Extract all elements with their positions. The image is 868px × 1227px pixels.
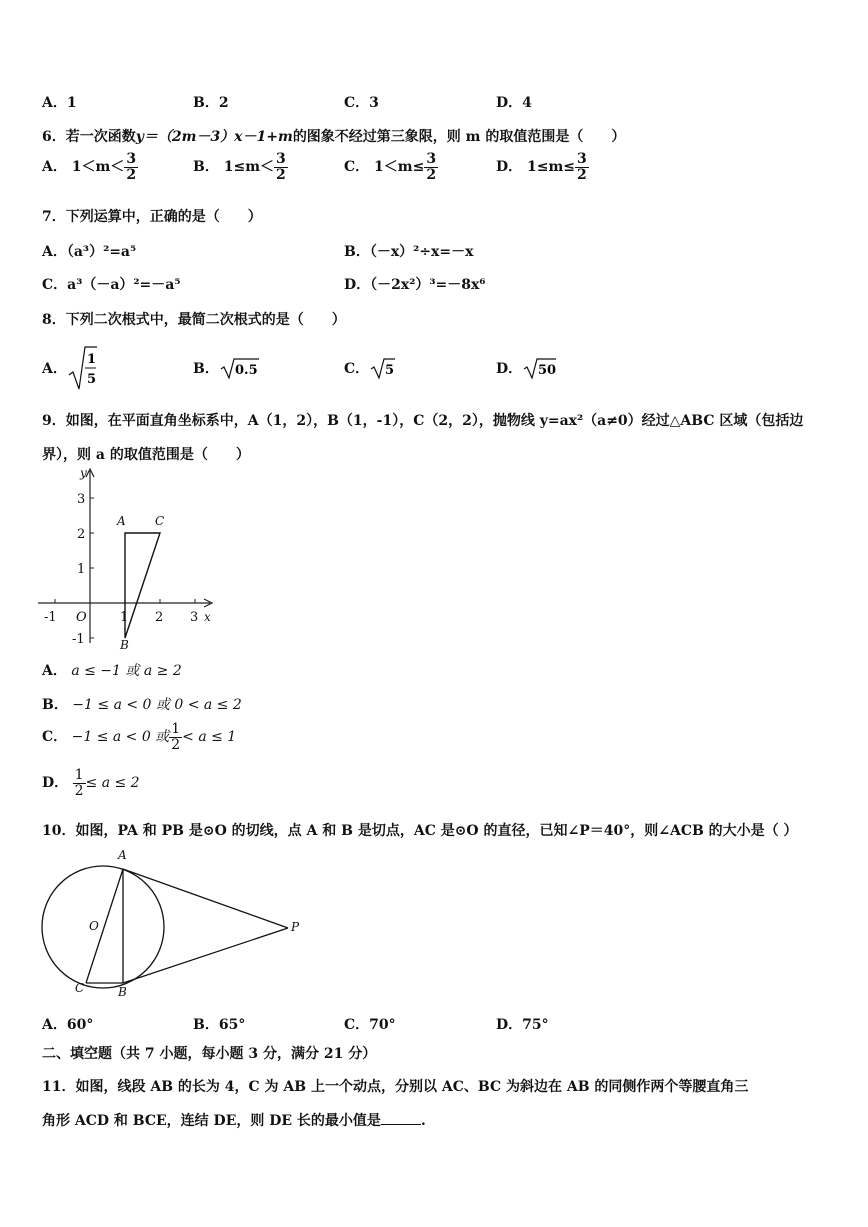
- q5-option-d: D．4: [496, 95, 532, 111]
- q7-option-b: B．（－x）²÷x=－x: [344, 244, 474, 260]
- x-tick-3: 3: [190, 610, 199, 625]
- q5-option-c: C．3: [344, 95, 379, 111]
- q6-stem: 6．若一次函数y＝（2m－3）x－1+m的图象不经过第三象限，则 m 的取值范围是（ ）: [42, 129, 626, 145]
- q9-option-a: A． a ≤ −1 或 a ≥ 2: [42, 663, 182, 679]
- q8-c-rad: 5: [385, 363, 395, 378]
- q9-option-c: C． −1 ≤ a < 0 或 $\frac{1}{2}$ < a ≤ 1: [42, 721, 237, 753]
- point-b-label: B: [120, 638, 129, 650]
- q6-option-d: D． 1≤m≤ $\frac{3}{2}$: [496, 151, 587, 183]
- circle-o: [42, 866, 164, 988]
- q10-option-b: B．65°: [193, 1017, 246, 1033]
- sqrt-frac-symbol: [67, 345, 99, 391]
- q10-option-a: A．60°: [42, 1017, 94, 1033]
- q7-option-c: C．a³（－a）²=－a⁵: [42, 277, 181, 293]
- point-a-label: A: [118, 848, 127, 862]
- q9-coordinate-graph: [38, 465, 218, 650]
- q7-option-a: A．（a³）²=a⁵: [42, 244, 137, 260]
- q6-option-c: C． 1＜m≤ $\frac{3}{2}$: [344, 151, 437, 183]
- sqrt-symbol: [369, 357, 397, 379]
- q6-option-b: B． 1≤m＜ $\frac{3}{2}$: [193, 151, 286, 183]
- q5-option-a: A．1: [42, 95, 77, 111]
- q11-stem-line1: 11．如图，线段 AB 的长为 4，C 为 AB 上一个动点，分别以 AC、BC 为斜边在 AB 的同侧作两个等腰直角三: [42, 1079, 749, 1095]
- y-axis-label: y: [80, 466, 87, 480]
- q8-option-d: D． 50: [496, 357, 558, 379]
- q8-a-den: 5: [86, 372, 96, 387]
- q7-stem: 7．下列运算中，正确的是（ ）: [42, 209, 262, 225]
- q9-option-d: D． $\frac{1}{2}$ ≤ a ≤ 2: [42, 767, 140, 799]
- q7-option-d: D．（－2x²）³=－8x⁶: [344, 277, 486, 293]
- y-tick-2: 2: [77, 527, 86, 542]
- q10-option-d: D．75°: [496, 1017, 549, 1033]
- x-axis-label: x: [204, 610, 211, 624]
- q5-option-b: B．2: [193, 95, 229, 111]
- q9-option-b: B． −1 ≤ a < 0 或 0 < a ≤ 2: [42, 697, 242, 713]
- x-tick-2: 2: [155, 610, 164, 625]
- sqrt-symbol: [219, 357, 261, 379]
- q10-stem: 10．如图，PA 和 PB 是⊙O 的切线，点 A 和 B 是切点，AC 是⊙O 的直径，已知∠P＝40°，则∠ACB 的大小是（ ）: [42, 823, 798, 839]
- q8-stem: 8．下列二次根式中，最简二次根式的是（ ）: [42, 312, 346, 328]
- tangent-pb: [123, 928, 288, 983]
- q10-circle-figure: [38, 842, 318, 1002]
- sqrt-symbol: [522, 357, 558, 379]
- q9-stem-line1: 9．如图，在平面直角坐标系中，A（1，2），B（1，-1），C（2，2），抛物线 y=ax²（a≠0）经过△ABC 区域（包括边: [42, 413, 804, 429]
- answer-blank[interactable]: [381, 1124, 421, 1125]
- q6-option-a: A． 1＜m＜ $\frac{3}{2}$: [42, 151, 137, 183]
- q8-d-rad: 50: [538, 363, 557, 378]
- y-tick-3: 3: [77, 492, 86, 507]
- y-tick-neg1: -1: [72, 632, 85, 647]
- point-a-label: A: [117, 514, 126, 528]
- q10-option-c: C．70°: [344, 1017, 396, 1033]
- x-tick-neg1: -1: [44, 610, 57, 625]
- tangent-pa: [123, 869, 288, 928]
- point-b-label: B: [118, 985, 127, 999]
- x-tick-1: 1: [120, 610, 129, 625]
- q8-a-num: 1: [86, 352, 96, 367]
- q8-option-c: C． 5: [344, 357, 397, 379]
- point-p-label: P: [291, 920, 300, 934]
- section-heading-fill-in: 二、填空题（共 7 小题，每小题 3 分，满分 21 分）: [42, 1046, 377, 1062]
- q8-option-a: A． 1 5: [42, 345, 99, 391]
- q11-stem-line2: 角形 ACD 和 BCE，连结 DE，则 DE 长的最小值是 .: [42, 1113, 426, 1129]
- point-c-label: C: [75, 981, 85, 995]
- q8-b-rad: 0.5: [234, 363, 258, 378]
- q8-option-b: B． 0.5: [193, 357, 261, 379]
- center-o-label: O: [89, 919, 99, 933]
- point-c-label: C: [155, 514, 165, 528]
- q9-stem-line2: 界），则 a 的取值范围是（ ）: [42, 447, 250, 463]
- origin-label: O: [76, 610, 87, 625]
- y-tick-1: 1: [77, 562, 86, 577]
